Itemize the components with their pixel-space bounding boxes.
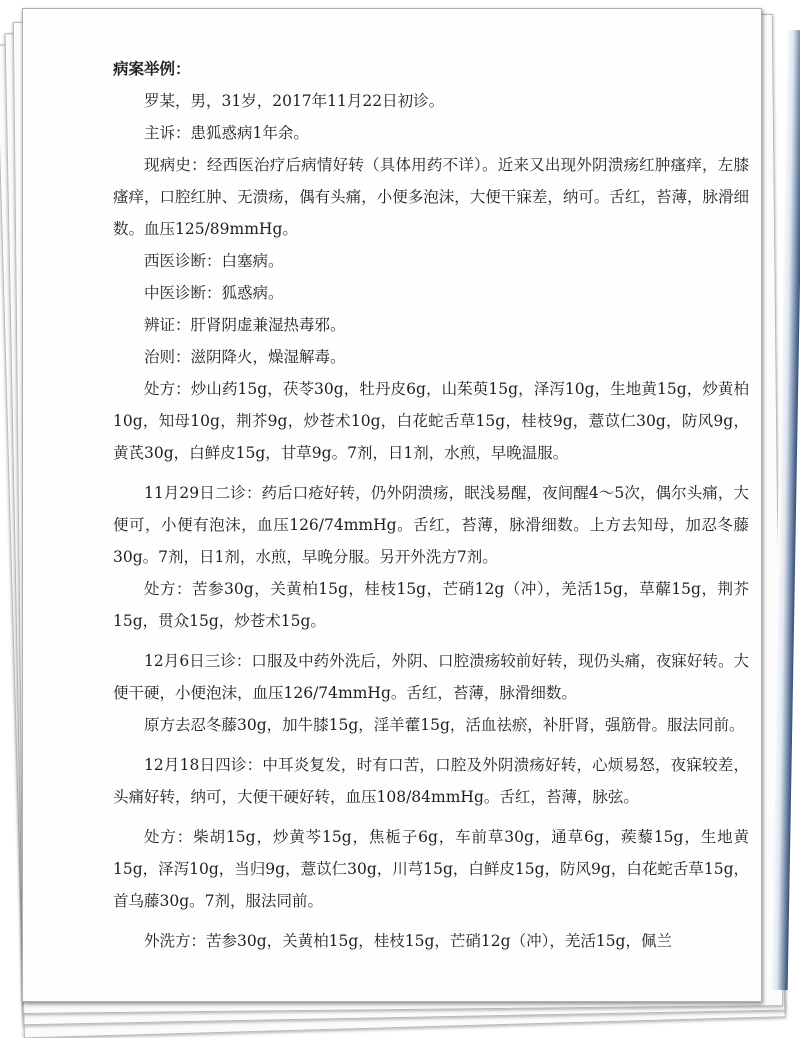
prescription-4: 处方：柴胡15g，炒黄芩15g，焦栀子6g，车前草30g，通草6g，蒺藜15g，生地黄15g，泽泻10g，当归9g，薏苡仁30g，川芎15g，白鲜皮15g，防风9g，白花蛇舌草15g，首乌藤30g。7剂，服法同前。	[113, 828, 749, 910]
case-text	[113, 53, 749, 957]
case-heading: 病案举例：	[113, 59, 191, 78]
prescription-wash: 处方：苦参30g，关黄柏15g，桂枝15g，芒硝12g（冲），羌活15g，草薢15g，荆芥15g，贯众15g，炒苍术15g。	[113, 580, 749, 630]
western-diagnosis: 西医诊断：白塞病。	[144, 252, 284, 270]
third-visit: 12月6日三诊：口服及中药外洗后，外阴、口腔溃疡较前好转，现仍头痛，夜寐好转。大便干硬，小便泡沫，血压126/74mmHg。舌红，苔薄，脉滑细数。	[113, 652, 749, 702]
treatment-principle: 治则：滋阴降火，燥湿解毒。	[144, 348, 346, 366]
second-visit: 11月29日二诊：药后口疮好转，仍外阴溃疡，眠浅易醒，夜间醒4～5次，偶尔头痛，大便可，小便有泡沫，血压126/74mmHg。舌红，苔薄，脉滑细数。上方去知母，加忍冬藤30g。7剂，日1剂，水煎，早晚分服。另开外洗方7剂。	[113, 484, 749, 566]
chief-complaint: 主诉：患狐惑病1年余。	[144, 124, 309, 142]
document-page	[22, 8, 762, 1002]
patient-info: 罗某，男，31岁，2017年11月22日初诊。	[144, 92, 445, 110]
prescription-1: 处方：炒山药15g，茯苓30g，牡丹皮6g，山茱萸15g，泽泻10g，生地黄15g，炒黄柏10g，知母10g，荆芥9g，炒苍术10g，白花蛇舌草15g，桂枝9g，薏苡仁30g，防风9g，黄芪30g，白鲜皮15g，甘草9g。7剂，日1剂，水煎，早晚温服。	[113, 380, 749, 462]
tcm-diagnosis: 中医诊断：狐惑病。	[144, 284, 284, 302]
present-history: 现病史：经西医治疗后病情好转（具体用药不详）。近来又出现外阴溃疡红肿瘙痒，左膝瘙痒，口腔红肿、无溃疡，偶有头痛，小便多泡沫，大便干寐差，纳可。舌红，苔薄，脉滑细数。血压125/89mmHg。	[113, 156, 749, 238]
fourth-visit: 12月18日四诊：中耳炎复发，时有口苦，口腔及外阴溃疡好转，心烦易怒，夜寐较差，头痛好转，纳可，大便干硬好转，血压108/84mmHg。舌红，苔薄，脉弦。	[113, 756, 749, 806]
external-wash: 外洗方：苦参30g，关黄柏15g，桂枝15g，芒硝12g（冲），羌活15g，佩兰	[144, 932, 672, 950]
third-visit-adjustment: 原方去忍冬藤30g，加牛膝15g，淫羊藿15g，活血祛瘀，补肝肾，强筋骨。服法同前。	[144, 716, 745, 734]
syndrome-differentiation: 辨证：肝肾阴虚兼湿热毒邪。	[144, 316, 346, 334]
